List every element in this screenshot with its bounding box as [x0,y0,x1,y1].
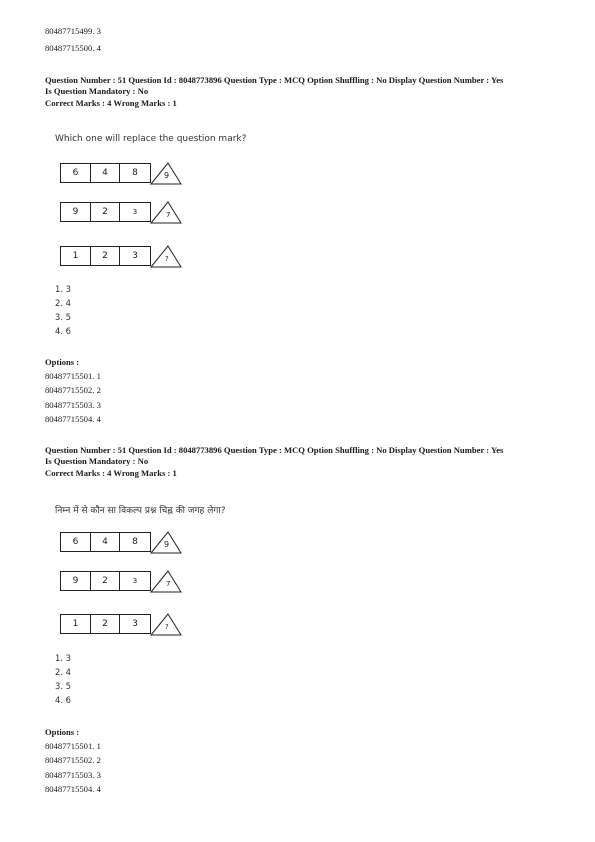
puzzle-cell: 3 [119,246,151,266]
choice-4: 4. 6 [55,695,71,705]
options-label: Options : [45,727,80,737]
question-header: Question Number : 51 Question Id : 8048773896 Question Type : MCQ Option Shuffling : No Display Question Number : Yes [45,75,504,85]
question-header: Question Number : 51 Question Id : 8048773896 Question Type : MCQ Option Shuffling : No Display Question Number : Yes [45,445,504,455]
puzzle-cell: 1 [60,614,91,634]
puzzle-cell: 9 [60,202,91,222]
puzzle-cell: 8 [119,532,151,552]
puzzle-cell: 6 [60,532,91,552]
marks-line: Correct Marks : 4 Wrong Marks : 1 [45,98,177,108]
question-text: निम्न में से कौन सा विकल्प प्रश्न चिह्न की जगह लेगा? [55,506,226,516]
puzzle-cell: 2 [90,246,120,266]
top-option-2: 80487715500. 4 [45,43,101,53]
puzzle-cell: 2 [90,614,120,634]
puzzle-cell: 4 [90,532,120,552]
triangle-value: ? [165,623,169,631]
choice-3: 3. 5 [55,681,71,691]
mandatory-line: Is Question Mandatory : No [45,456,149,466]
choice-1: 1. 3 [55,653,71,663]
triangle-value: 9 [164,540,170,549]
option-id-2: 80487715502. 2 [45,755,101,765]
puzzle-cell: 3 [119,571,151,591]
choice-3: 3. 5 [55,312,71,322]
triangle-value: 7 [166,580,171,588]
mandatory-line: Is Question Mandatory : No [45,86,149,96]
puzzle-cell: 3 [119,614,151,634]
option-id-3: 80487715503. 3 [45,400,101,410]
top-option-1: 80487715499. 3 [45,26,101,36]
marks-line: Correct Marks : 4 Wrong Marks : 1 [45,468,177,478]
puzzle-cell: 3 [119,202,151,222]
option-id-3: 80487715503. 3 [45,770,101,780]
choice-4: 4. 6 [55,326,71,336]
puzzle-cell: 1 [60,246,91,266]
option-id-1: 80487715501. 1 [45,371,101,381]
triangle-value: 7 [166,211,171,219]
option-id-4: 80487715504. 4 [45,784,101,794]
option-id-1: 80487715501. 1 [45,741,101,751]
puzzle-cell: 8 [119,163,151,183]
question-text: Which one will replace the question mark? [55,134,247,144]
puzzle-cell: 4 [90,163,120,183]
puzzle-cell: 6 [60,163,91,183]
triangle-value: ? [165,255,169,263]
puzzle-cell: 2 [90,202,120,222]
choice-2: 2. 4 [55,667,71,677]
options-label: Options : [45,357,80,367]
puzzle-cell: 9 [60,571,91,591]
option-id-2: 80487715502. 2 [45,385,101,395]
choice-1: 1. 3 [55,284,71,294]
triangle-value: 9 [164,171,170,180]
puzzle-cell: 2 [90,571,120,591]
option-id-4: 80487715504. 4 [45,414,101,424]
choice-2: 2. 4 [55,298,71,308]
